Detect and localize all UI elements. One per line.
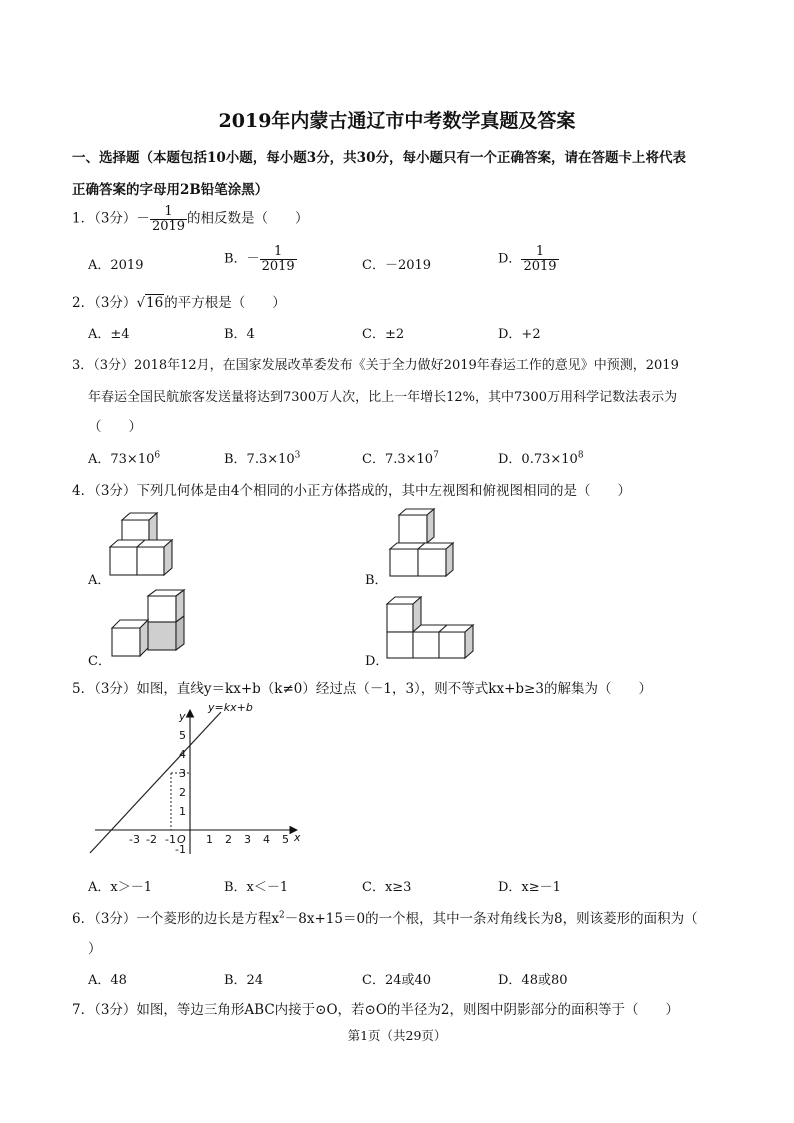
q3-d-base: D．0.73×10 — [498, 452, 578, 467]
y-tick: 5 — [179, 729, 186, 742]
x-tick: -1 — [165, 833, 176, 846]
x-tick: 3 — [244, 833, 251, 846]
q1-option-d — [498, 245, 559, 273]
graph-x-label: x — [294, 831, 301, 844]
q3-option-d — [498, 448, 584, 467]
question-6-line1 — [72, 907, 698, 927]
y-tick: -1 — [175, 843, 186, 856]
q4-figure-d — [380, 594, 490, 664]
question-3-line2: 年春运全国民航旅客发送量将达到7300万人次，比上一年增长12%，其中7300万用科学记数法表示为 — [88, 390, 678, 405]
q3-option-b — [224, 448, 300, 467]
cube-side — [164, 540, 172, 575]
x-tick: 5 — [282, 833, 289, 846]
q3-b-base: B．7.3×10 — [224, 452, 295, 467]
q1-b-num: 1 — [273, 244, 283, 259]
q1-d-num: 1 — [535, 244, 545, 259]
q2-radical: 16 — [146, 295, 164, 311]
page-footer: 第1页（共29页） — [347, 1028, 447, 1043]
q2-option-b: B．4 — [224, 327, 255, 342]
section-heading-line2: 正确答案的字母用2B铅笔涂黑） — [72, 182, 269, 198]
q1-b-fraction — [260, 245, 297, 273]
q1-fraction — [150, 205, 187, 233]
q2-option-d: D．+2 — [498, 327, 541, 342]
q1-b-prefix: B．－ — [224, 251, 260, 267]
cube-face — [148, 622, 176, 650]
q5-option-a: A．x＞－1 — [88, 880, 152, 895]
question-3-line3: （ ） — [88, 419, 142, 435]
cube-face — [390, 549, 418, 576]
cube-side — [427, 509, 434, 543]
q5-option-c: C．x≥3 — [362, 880, 412, 895]
q6-exp: 2 — [279, 910, 285, 921]
cube-face — [399, 515, 427, 543]
q1-prefix: 1．（3分）－ — [72, 210, 150, 227]
q1-option-c: C．－2019 — [362, 258, 432, 273]
page-title: 2019年内蒙古通辽市中考数学真题及答案 — [218, 110, 576, 132]
q4-figure-b — [385, 505, 475, 580]
q3-c-exp: 7 — [433, 450, 439, 461]
q1-frac-den: 2019 — [151, 218, 186, 234]
q1-suffix: 的相反数是（ ） — [187, 210, 309, 227]
q6-option-d: D．48或80 — [498, 973, 568, 988]
y-tick: 4 — [179, 748, 186, 761]
q2-suffix: 的平方根是（ ） — [164, 295, 286, 311]
graph-origin: O — [177, 833, 186, 846]
graph-line-label: y=kx+b — [208, 701, 253, 714]
cube-side — [446, 543, 453, 576]
x-tick: 1 — [206, 833, 213, 846]
cube-face — [413, 632, 439, 658]
q1-d-fraction — [521, 245, 558, 273]
q1-frac-num: 1 — [164, 204, 173, 219]
y-tick: 2 — [179, 786, 186, 799]
q1-b-den: 2019 — [261, 258, 295, 274]
q1-d-prefix: D． — [498, 251, 522, 267]
q4-option-b: B． — [365, 573, 388, 588]
cube-face — [148, 596, 176, 622]
y-tick: 3 — [179, 767, 186, 780]
q4-option-c: C． — [88, 654, 111, 669]
q4-figure-a — [100, 505, 190, 580]
q3-a-base: A．73×10 — [88, 452, 155, 467]
q3-option-a — [88, 448, 160, 467]
cube-face — [387, 604, 413, 632]
q5-option-d: D．x≥－1 — [498, 880, 561, 895]
q2-option-a: A．±4 — [88, 327, 130, 342]
q4-figure-c — [100, 588, 200, 663]
x-tick: -3 — [129, 833, 140, 846]
q4-option-a: A． — [88, 573, 111, 588]
q1-d-den: 2019 — [523, 258, 557, 274]
cube-face — [418, 549, 446, 576]
q4-option-d: D． — [365, 654, 389, 669]
cube-face — [110, 547, 137, 575]
q1-option-b — [224, 245, 297, 273]
cube-face — [112, 628, 140, 656]
q3-option-c — [362, 448, 439, 467]
question-5: 5．（3分）如图，直线y＝kx+b（k≠0）经过点（－1，3），则不等式kx+b≥3的解集为（ ） — [72, 681, 652, 697]
q5-graph — [85, 698, 315, 856]
q6-option-c: C．24或40 — [362, 973, 432, 988]
graph-y-label: y — [179, 710, 186, 723]
question-6-line2: ） — [88, 941, 102, 957]
q3-b-exp: 3 — [294, 450, 301, 461]
cube-side — [176, 616, 184, 650]
q3-a-exp: 6 — [154, 450, 161, 461]
question-7: 7．（3分）如图，等边三角形ABC内接于⊙O，若⊙O的半径为2，则图中阴影部分的面积等于（ ） — [72, 1002, 680, 1018]
graph-ticks — [129, 729, 289, 856]
x-tick: 4 — [263, 833, 270, 846]
q5-option-b: B．x＜－1 — [224, 880, 289, 895]
q6-line1-b: －8x+15＝0的一个根，其中一条对角线长为8，则该菱形的面积为（ — [284, 911, 698, 927]
q1-option-a: A．2019 — [88, 258, 144, 273]
x-tick: 2 — [225, 833, 232, 846]
question-4: 4．（3分）下列几何体是由4个相同的小正方体搭成的，其中左视图和俯视图相同的是（ ） — [72, 483, 632, 499]
section-heading-line1: 一、选择题（本题包括10小题，每小题3分，共30分，每小题只有一个正确答案，请在答题卡上将代表 — [72, 150, 686, 166]
question-3-line1: 3．（3分）2018年12月，在国家发展改革委发布《关于全力做好2019年春运工作的意见》中预测，2019 — [72, 358, 679, 373]
cube-face — [387, 632, 413, 658]
q3-d-exp: 8 — [577, 450, 584, 461]
q2-prefix: 2．（3分） — [72, 295, 137, 311]
question-2 — [72, 291, 286, 311]
q6-option-a: A．48 — [88, 973, 127, 988]
q6-line1-a: 6．（3分）一个菱形的边长是方程x — [72, 911, 280, 927]
q3-c-base: C．7.3×10 — [362, 452, 434, 467]
cube-face — [137, 547, 164, 575]
sqrt-icon: √ — [136, 295, 146, 311]
q6-option-b: B．24 — [224, 973, 264, 988]
cube-face — [439, 632, 465, 658]
q2-option-c: C．±2 — [362, 327, 405, 342]
y-tick: 1 — [179, 805, 186, 818]
x-tick: -2 — [146, 833, 157, 846]
line-y-kx-b — [90, 712, 221, 853]
question-1 — [72, 205, 309, 233]
